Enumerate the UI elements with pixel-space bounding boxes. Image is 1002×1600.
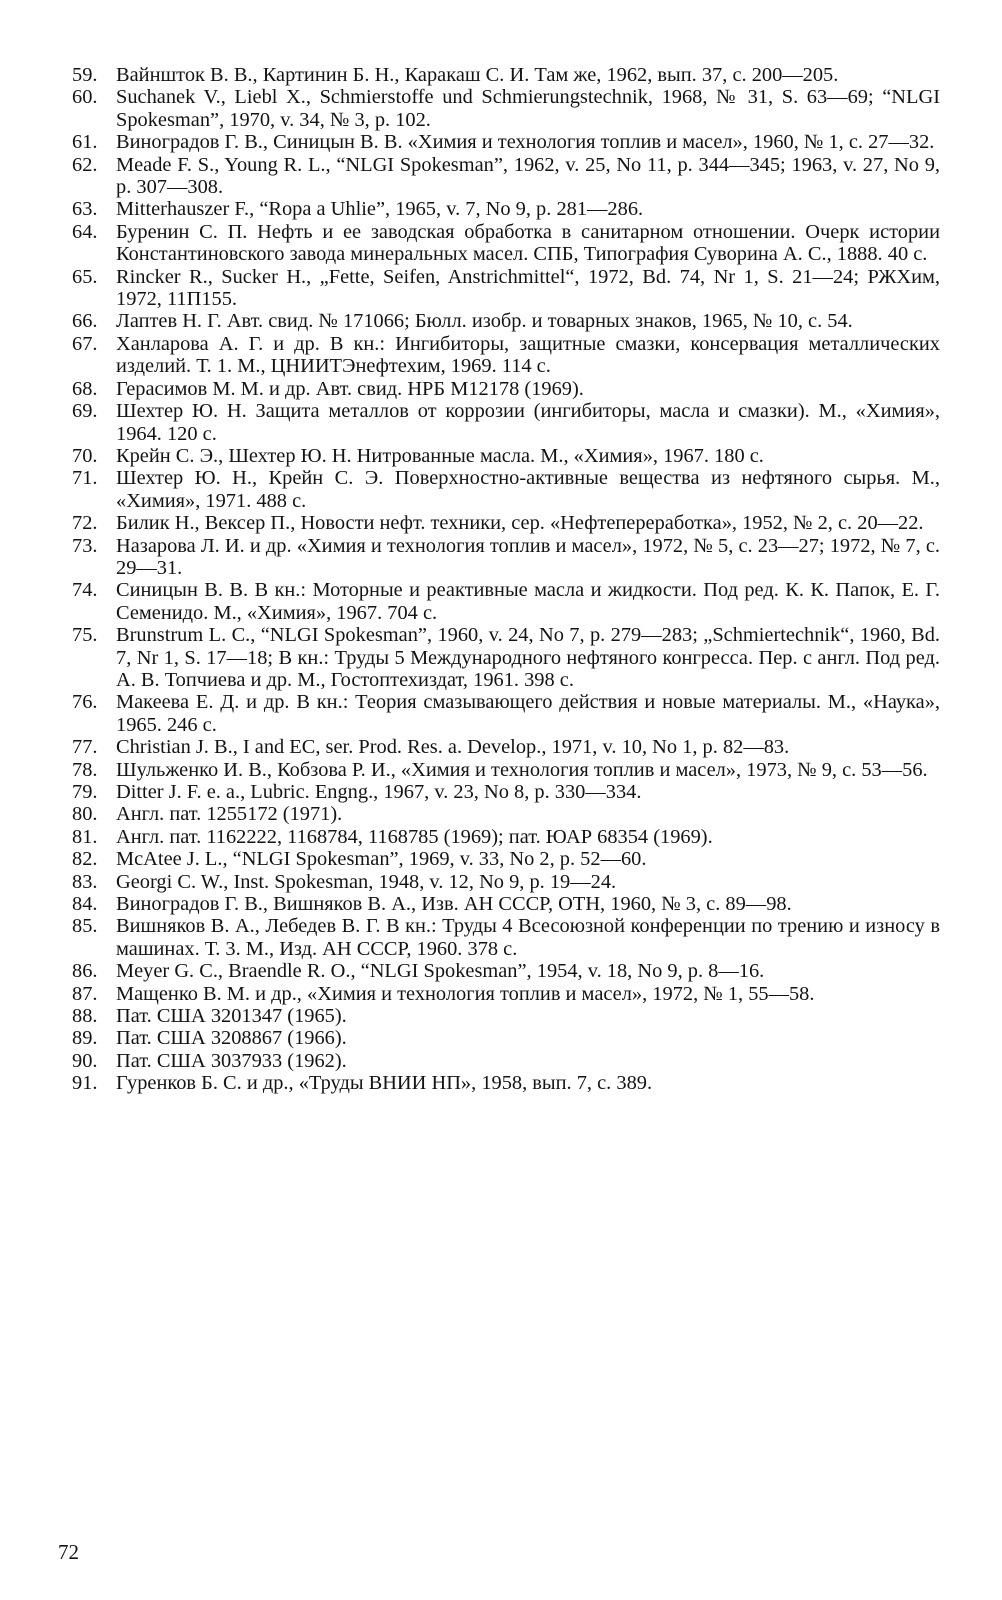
reference-item bbox=[72, 736, 940, 758]
reference-number: 75. bbox=[72, 624, 98, 647]
reference-item bbox=[72, 983, 940, 1005]
reference-text: Пат. США 3201347 (1965). bbox=[116, 1005, 347, 1028]
reference-item bbox=[72, 512, 940, 534]
reference-number: 71. bbox=[72, 467, 98, 490]
reference-number: 77. bbox=[72, 736, 98, 759]
reference-number: 90. bbox=[72, 1049, 98, 1072]
reference-number: 66. bbox=[72, 310, 98, 333]
reference-item bbox=[72, 960, 940, 982]
reference-item bbox=[72, 378, 940, 400]
reference-item bbox=[72, 1072, 940, 1094]
reference-text: Brunstrum L. C., “NLGI Spokesman”, 1960, v. 24, No 7, p. 279—283; „Schmiertechnik“, 1960, Bd. 7, Nr 1, S. 17—18; В кн.: Труды 5 Международного нефтяного конгресса. Пер. с англ. Под ред. А. В. Топчиева и др. М., Гостоптехиздат, 1961. 398 с. bbox=[116, 624, 940, 691]
reference-item bbox=[72, 848, 940, 870]
reference-item bbox=[72, 198, 940, 220]
reference-text: Rincker R., Sucker H., „Fette, Seifen, Anstrichmittel“, 1972, Bd. 74, Nr 1, S. 21—24; РЖХим, 1972, 11П155. bbox=[116, 265, 940, 311]
reference-text: Крейн С. Э., Шехтер Ю. Н. Нитрованные масла. М., «Химия», 1967. 180 с. bbox=[116, 444, 764, 467]
reference-item bbox=[72, 64, 940, 86]
reference-number: 80. bbox=[72, 803, 98, 826]
reference-text: Герасимов М. М. и др. Авт. свид. НРБ М12178 (1969). bbox=[116, 377, 584, 400]
reference-text: Виноградов Г. В., Синицын В. В. «Химия и технология топлив и масел», 1960, № 1, с. 27—32. bbox=[116, 131, 935, 154]
reference-text: Макеева Е. Д. и др. В кн.: Теория смазывающего действия и новые материалы. М., «Наука», 1965. 246 с. bbox=[116, 691, 940, 736]
reference-item bbox=[72, 535, 940, 580]
reference-text: Suchanek V., Liebl X., Schmierstoffe und Schmierungstechnik, 1968, № 31, S. 63—69; “NLGI Spokesman”, 1970, v. 34, № 3, p. 102. bbox=[116, 86, 940, 131]
reference-item bbox=[72, 1050, 940, 1072]
reference-item bbox=[72, 310, 940, 332]
reference-number: 78. bbox=[72, 758, 98, 781]
reference-number: 61. bbox=[72, 131, 98, 154]
reference-text: Вайншток В. В., Картинин Б. Н., Каракаш С. И. Там же, 1962, вып. 37, с. 200—205. bbox=[116, 64, 839, 86]
reference-item bbox=[72, 131, 940, 153]
reference-text: Шульженко И. В., Кобзова Р. И., «Химия и технология топлив и масел», 1973, № 9, с. 53—56. bbox=[116, 758, 928, 781]
reference-item bbox=[72, 467, 940, 512]
reference-text: Meade F. S., Young R. L., “NLGI Spokesman”, 1962, v. 25, No 11, p. 344—345; 1963, v. 27, No 9, p. 307—308. bbox=[116, 153, 940, 199]
reference-number: 82. bbox=[72, 848, 98, 871]
reference-text: Mitterhauszer F., “Ropa a Uhlie”, 1965, v. 7, No 9, p. 281—286. bbox=[116, 198, 644, 221]
reference-number: 86. bbox=[72, 960, 98, 983]
reference-text: Англ. пат. 1162222, 1168784, 1168785 (1969); пат. ЮАР 68354 (1969). bbox=[116, 825, 713, 848]
reference-number: 87. bbox=[72, 982, 98, 1005]
reference-number: 76. bbox=[72, 691, 98, 714]
reference-text: Пат. США 3037933 (1962). bbox=[116, 1049, 347, 1072]
reference-item bbox=[72, 691, 940, 736]
reference-list bbox=[72, 64, 940, 1095]
reference-text: Билик Н., Вексер П., Новости нефт. техники, сер. «Нефтепереработка», 1952, № 2, с. 20—22. bbox=[116, 512, 924, 535]
reference-item bbox=[72, 445, 940, 467]
reference-text: Синицын В. В. В кн.: Моторные и реактивные масла и жидкости. Под ред. К. К. Папок, Е. Г. Семенидо. М., «Химия», 1967. 704 с. bbox=[116, 579, 940, 624]
reference-number: 64. bbox=[72, 220, 98, 243]
reference-text: Виноградов Г. В., Вишняков В. А., Изв. АН СССР, ОТН, 1960, № 3, с. 89—98. bbox=[116, 893, 792, 916]
reference-item bbox=[72, 579, 940, 624]
reference-item bbox=[72, 1005, 940, 1027]
reference-number: 81. bbox=[72, 825, 98, 848]
reference-number: 63. bbox=[72, 198, 98, 221]
reference-number: 68. bbox=[72, 377, 98, 400]
reference-number: 67. bbox=[72, 332, 98, 355]
reference-text: Ханларова А. Г. и др. В кн.: Ингибиторы, защитные смазки, консервация металлических изделий. Т. 1. М., ЦНИИТЭнефтехим, 1969. 114 с. bbox=[116, 332, 940, 378]
reference-item bbox=[72, 781, 940, 803]
reference-number: 70. bbox=[72, 444, 98, 467]
reference-item bbox=[72, 1027, 940, 1049]
reference-item bbox=[72, 803, 940, 825]
reference-number: 89. bbox=[72, 1027, 98, 1050]
reference-number: 74. bbox=[72, 579, 98, 602]
reference-item bbox=[72, 154, 940, 199]
reference-number: 91. bbox=[72, 1072, 98, 1095]
reference-number: 72. bbox=[72, 512, 98, 535]
reference-text: Meyer G. C., Braendle R. O., “NLGI Spokesman”, 1954, v. 18, No 9, p. 8—16. bbox=[116, 960, 765, 983]
reference-text: Назарова Л. И. и др. «Химия и технология топлив и масел», 1972, № 5, с. 23—27; 1972, № 7, с. 29—31. bbox=[116, 534, 940, 579]
reference-number: 62. bbox=[72, 153, 98, 176]
reference-number: 59. bbox=[72, 64, 98, 86]
reference-number: 88. bbox=[72, 1005, 98, 1028]
reference-item bbox=[72, 221, 940, 266]
reference-number: 83. bbox=[72, 870, 98, 893]
reference-item bbox=[72, 400, 940, 445]
reference-number: 73. bbox=[72, 534, 98, 557]
reference-item bbox=[72, 333, 940, 378]
reference-text: Шехтер Ю. Н., Крейн С. Э. Поверхностно-активные вещества из нефтяного сырья. М., «Химия», 1971. 488 с. bbox=[116, 467, 940, 512]
reference-item bbox=[72, 871, 940, 893]
reference-text: Пат. США 3208867 (1966). bbox=[116, 1027, 347, 1050]
reference-number: 65. bbox=[72, 265, 98, 288]
reference-text: McAtee J. L., “NLGI Spokesman”, 1969, v. 33, No 2, p. 52—60. bbox=[116, 848, 647, 871]
reference-number: 79. bbox=[72, 781, 98, 803]
reference-text: Christian J. B., I and EC, ser. Prod. Res. a. Develop., 1971, v. 10, No 1, p. 82—83. bbox=[116, 736, 790, 759]
reference-item bbox=[72, 624, 940, 691]
reference-text: Ditter J. F. e. a., Lubric. Engng., 1967, v. 23, No 8, p. 330—334. bbox=[116, 781, 642, 803]
reference-item bbox=[72, 826, 940, 848]
reference-text: Буренин С. П. Нефть и ее заводская обработка в санитарном отношении. Очерк истории Константиновского завода минеральных масел. СПБ, Типография Суворина А. С., 1888. 40 с. bbox=[116, 220, 940, 266]
reference-number: 60. bbox=[72, 86, 98, 109]
page-number: 72 bbox=[58, 1540, 79, 1564]
reference-item bbox=[72, 86, 940, 131]
reference-text: Вишняков В. А., Лебедев В. Г. В кн.: Труды 4 Всесоюзной конференции по трению и износу в машинах. Т. 3. М., Изд. АН СССР, 1960. 378 с. bbox=[116, 915, 940, 960]
reference-text: Georgi C. W., Inst. Spokesman, 1948, v. 12, No 9, p. 19—24. bbox=[116, 870, 617, 893]
reference-text: Мащенко В. М. и др., «Химия и технология топлив и масел», 1972, № 1, 55—58. bbox=[116, 982, 815, 1005]
reference-item bbox=[72, 759, 940, 781]
reference-text: Шехтер Ю. Н. Защита металлов от коррозии (ингибиторы, масла и смазки). М., «Химия», 1964. 120 с. bbox=[116, 400, 940, 445]
reference-item bbox=[72, 266, 940, 311]
reference-text: Англ. пат. 1255172 (1971). bbox=[116, 803, 343, 826]
reference-text: Лаптев Н. Г. Авт. свид. № 171066; Бюлл. изобр. и товарных знаков, 1965, № 10, с. 54. bbox=[116, 310, 853, 333]
reference-item bbox=[72, 915, 940, 960]
reference-number: 84. bbox=[72, 893, 98, 916]
reference-number: 69. bbox=[72, 400, 98, 423]
reference-number: 85. bbox=[72, 915, 98, 938]
reference-text: Гуренков Б. С. и др., «Труды ВНИИ НП», 1958, вып. 7, с. 389. bbox=[116, 1072, 653, 1095]
reference-item bbox=[72, 893, 940, 915]
